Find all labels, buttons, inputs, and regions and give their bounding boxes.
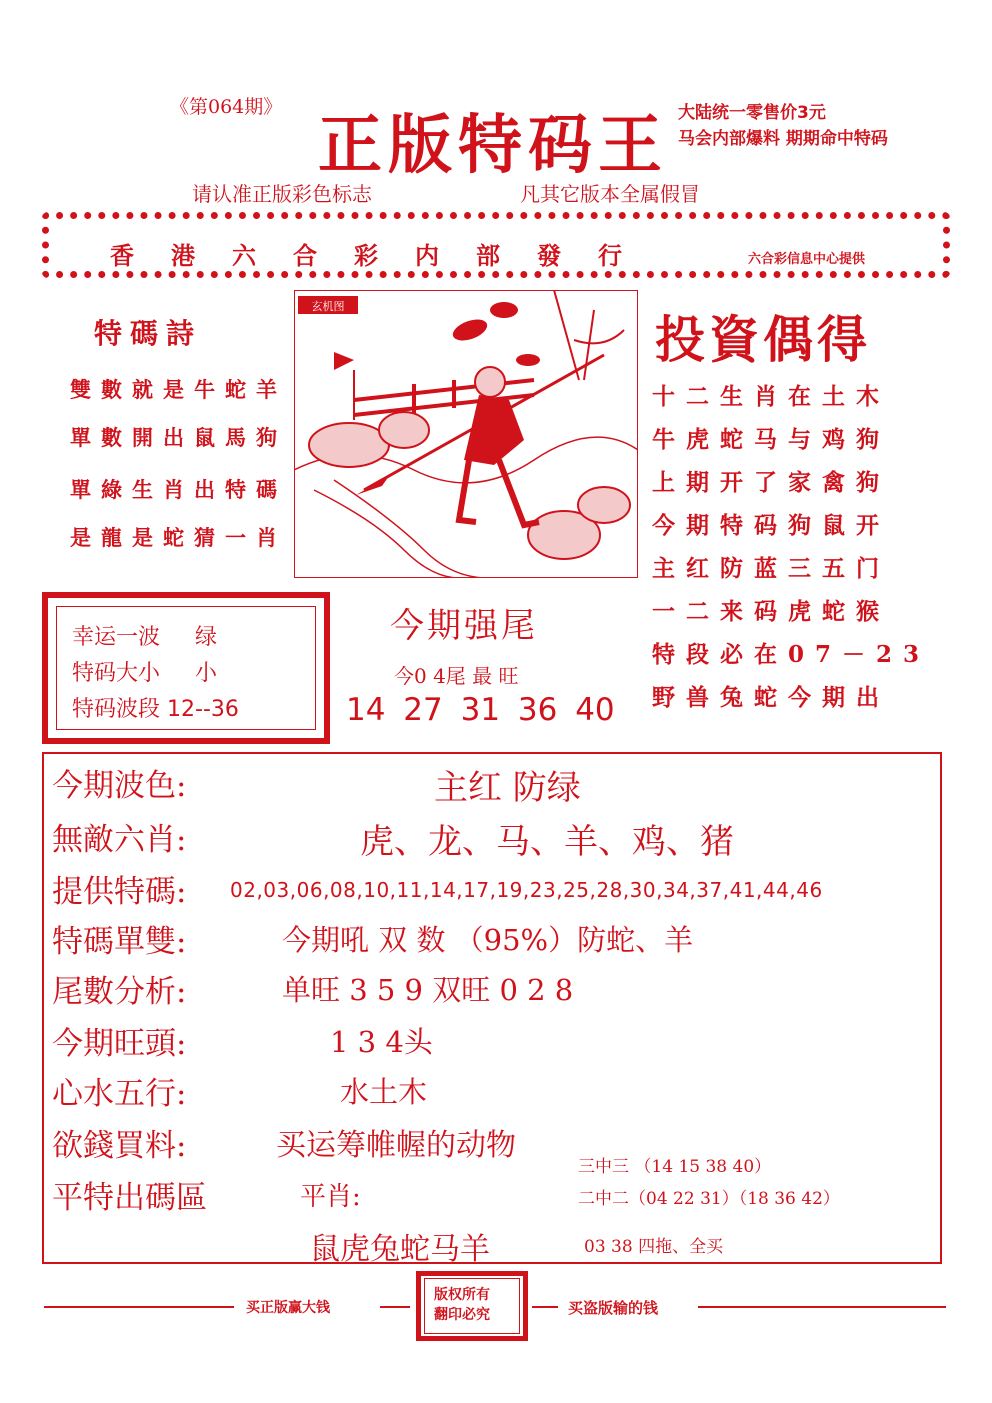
warrior-illustration [294, 290, 638, 578]
row-value: 单旺 3 5 9 双旺 0 2 8 [282, 973, 574, 1007]
poem-line: 單綠生肖出特碼 [70, 477, 287, 502]
issue-number: 《第064期》 [170, 96, 283, 118]
poem-line: 單數開出鼠馬狗 [70, 425, 287, 450]
row-label: 無敵六肖: [52, 822, 187, 858]
luck-label: 幸运一波 [72, 625, 161, 650]
row-label: 平特出碼區 [52, 1180, 207, 1216]
row-value: 水土木 [340, 1075, 428, 1109]
row-label: 特碼單雙: [52, 924, 187, 960]
stamp-line: 版权所有 [434, 1287, 490, 1303]
luck-value: 绿 [195, 625, 218, 650]
banner-title: 香港六合彩内部發行 [110, 241, 659, 270]
luck-value: 12--36 [167, 697, 239, 722]
luck-row [72, 692, 239, 723]
invest-line: 牛虎蛇马与鸡狗 [652, 426, 890, 453]
page-title: 正版特码王 [318, 108, 668, 183]
luck-value: 小 [195, 661, 218, 686]
luck-row [72, 620, 217, 651]
verify-notice-right: 凡其它版本全属假冒 [520, 182, 700, 206]
invest-line: 今期特码狗鼠开 [652, 512, 890, 539]
slogan: 马会内部爆料 期期命中特码 [678, 129, 888, 149]
footer-right-text: 买盗版输的钱 [568, 1299, 659, 1317]
seal-text: 玄机图 [311, 300, 345, 313]
invest-line: 上期开了家禽狗 [652, 469, 890, 496]
strong-tail-title: 今期强尾 [390, 606, 538, 646]
poem-line: 雙數就是牛蛇羊 [70, 377, 287, 402]
combo-line: 03 38 四拖、全买 [584, 1237, 724, 1257]
invest-line: 野兽兔蛇今期出 [652, 684, 890, 711]
invest-line: 特段必在07－23 [652, 641, 931, 668]
row-value: 主红 防绿 [434, 768, 581, 808]
strong-tail-numbers: 14 27 31 36 40 [346, 692, 615, 728]
luck-label: 特码波段 [72, 697, 161, 722]
invest-line: 主红防蓝三五门 [652, 555, 890, 582]
footer-rule-mid-right [532, 1306, 558, 1308]
invest-line: 一二来码虎蛇猴 [652, 598, 890, 625]
verify-notice-left: 请认准正版彩色标志 [192, 182, 372, 206]
footer-rule-mid-left [380, 1306, 410, 1308]
combo-line: 三中三 （14 15 38 40） [578, 1157, 772, 1177]
footer-left-text: 买正版赢大钱 [246, 1300, 330, 1316]
footer-rule-left [44, 1306, 234, 1308]
invest-title: 投資偶得 [655, 310, 871, 369]
strong-tail-note: 今0 4尾 最 旺 [394, 664, 519, 688]
row-label: 今期旺頭: [52, 1026, 187, 1062]
row-value: 今期吼 双 数 （95%）防蛇、羊 [282, 923, 694, 957]
invest-line: 十二生肖在土木 [652, 383, 890, 410]
row-label: 今期波色: [52, 768, 187, 804]
luck-label: 特码大小 [72, 661, 161, 686]
row-label: 提供特碼: [52, 874, 187, 910]
poem-line: 是龍是蛇猜一肖 [70, 525, 287, 550]
special-numbers: 02,03,06,08,10,11,14,17,19,23,25,28,30,34,37,41,44,46 [230, 878, 823, 902]
banner-provider: 六合彩信息中心提供 [748, 252, 866, 267]
row-label: 尾數分析: [52, 974, 187, 1010]
combo-line: 二中二（04 22 31）（18 36 42） [578, 1189, 840, 1209]
luck-row [72, 656, 217, 687]
row-label: 心水五行: [52, 1076, 187, 1112]
row-value: 买运筹帷幄的动物 [276, 1128, 516, 1163]
row-value: 虎、龙、马、羊、鸡、猪 [360, 822, 734, 862]
stamp-line: 翻印必究 [434, 1307, 490, 1323]
row-value: 1 3 4头 [330, 1025, 433, 1059]
price-note: 大陆统一零售价3元 [678, 103, 826, 123]
row-label: 欲錢買料: [52, 1128, 187, 1164]
pingxiao-zodiacs: 鼠虎兔蛇马羊 [310, 1232, 490, 1267]
footer-rule-right [698, 1306, 946, 1308]
poem-title: 特碼詩 [94, 317, 203, 350]
pingxiao-label: 平肖: [300, 1182, 361, 1212]
